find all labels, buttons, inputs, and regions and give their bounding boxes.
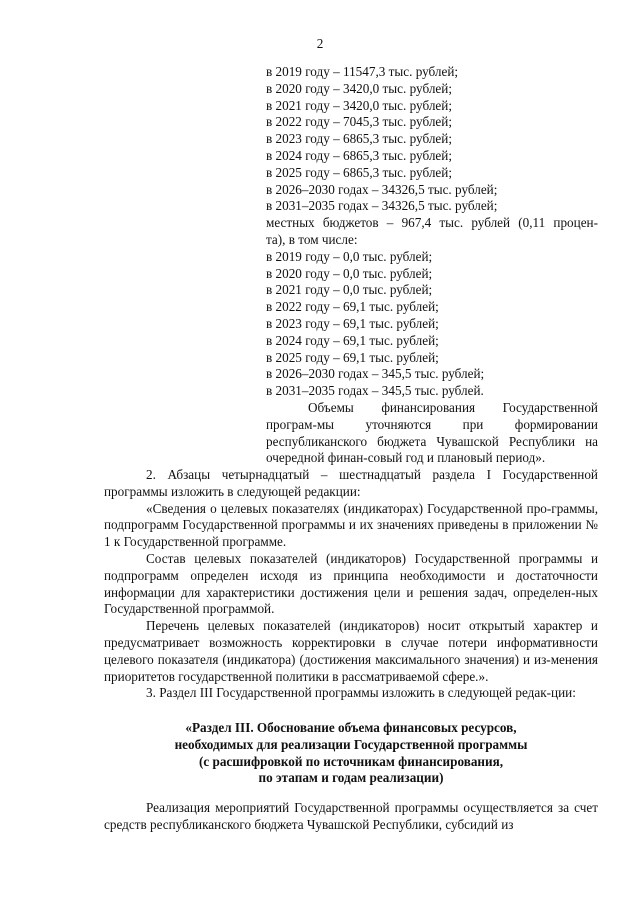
paragraph: 3. Раздел III Государственной программы изложить в следующей редак-ции: bbox=[146, 685, 576, 701]
funding-line: в 2023 году – 6865,3 тыс. рублей; bbox=[266, 131, 452, 147]
section-heading bbox=[104, 720, 598, 787]
heading-line: необходимых для реализации Государственной программы bbox=[174, 736, 528, 752]
heading-line: (с расшифровкой по источникам финансирования, bbox=[198, 753, 504, 769]
funding-line: в 2019 году – 11547,3 тыс. рублей; bbox=[266, 64, 459, 79]
heading-line: по этапам и годам реализации) bbox=[258, 770, 444, 786]
funding-line: в 2021 году – 3420,0 тыс. рублей; bbox=[266, 97, 452, 113]
paragraph: Перечень целевых показателей (индикаторов) носит открытый характер и предусматривает возможность корректировки в случае потери информативности целевого показателя (индикатора) (достижения максимального значения) и из-менения приоритетов государственной политики в рассматриваемой сфере.». bbox=[104, 618, 598, 684]
local-funding-line: в 2025 году – 69,1 тыс. рублей; bbox=[266, 349, 439, 365]
local-funding-line: в 2023 году – 69,1 тыс. рублей; bbox=[266, 315, 439, 331]
funding-line: в 2026–2030 годах – 34326,5 тыс. рублей; bbox=[266, 181, 498, 197]
local-funding-line: в 2022 году – 69,1 тыс. рублей; bbox=[266, 299, 439, 315]
local-funding-line: в 2021 году – 0,0 тыс. рублей; bbox=[266, 282, 433, 298]
local-budget-line: та), в том числе: bbox=[266, 231, 358, 247]
funding-line: в 2031–2035 годах – 34326,5 тыс. рублей; bbox=[266, 198, 498, 214]
local-budget-line: местных бюджетов – 967,4 тыс. рублей (0,11 процен- bbox=[266, 215, 598, 231]
funding-note: Объемы финансирования Государственной програм-мы уточняются при формировании республиканского бюджета Чувашской Республики на очередной финан-совый год и плановый период». bbox=[266, 399, 598, 466]
local-funding-line: в 2031–2035 годах – 345,5 тыс. рублей. bbox=[266, 383, 484, 399]
local-funding-line: в 2020 году – 0,0 тыс. рублей; bbox=[266, 265, 433, 281]
paragraph: Состав целевых показателей (индикаторов) Государственной программы и подпрограмм определен исходя из принципа необходимости и достаточности информации для характеристики достижения цели и решения задач, определен-ных Государственной программой. bbox=[104, 550, 598, 617]
amendment-text bbox=[104, 467, 598, 702]
local-funding-line: в 2024 году – 69,1 тыс. рублей; bbox=[266, 332, 439, 348]
funding-line: в 2022 году – 7045,3 тыс. рублей; bbox=[266, 114, 452, 130]
local-funding-line: в 2026–2030 годах – 345,5 тыс. рублей; bbox=[266, 366, 485, 382]
funding-line: в 2024 году – 6865,3 тыс. рублей; bbox=[266, 147, 452, 163]
local-funding-line: в 2019 году – 0,0 тыс. рублей; bbox=[266, 248, 433, 264]
paragraph: Реализация мероприятий Государственной программы осуществляется за счет средств республиканского бюджета Чувашской Республики, субсидий из bbox=[104, 800, 598, 832]
funding-column bbox=[266, 64, 598, 467]
paragraph: «Сведения о целевых показателях (индикаторах) Государственной про-граммы, подпрограмм Государственной программы и их значениях приведены в приложении № 1 к Государственной программе. bbox=[104, 500, 598, 550]
page-number: 2 bbox=[316, 36, 324, 51]
paragraph: 2. Абзацы четырнадцатый – шестнадцатый раздела I Государственной программы изложить в следующей редакции: bbox=[104, 467, 598, 499]
funding-line: в 2020 году – 3420,0 тыс. рублей; bbox=[266, 80, 452, 96]
funding-line: в 2025 году – 6865,3 тыс. рублей; bbox=[266, 164, 452, 180]
heading-line: «Раздел III. Обоснование объема финансовых ресурсов, bbox=[185, 720, 517, 735]
closing-text bbox=[104, 800, 598, 834]
